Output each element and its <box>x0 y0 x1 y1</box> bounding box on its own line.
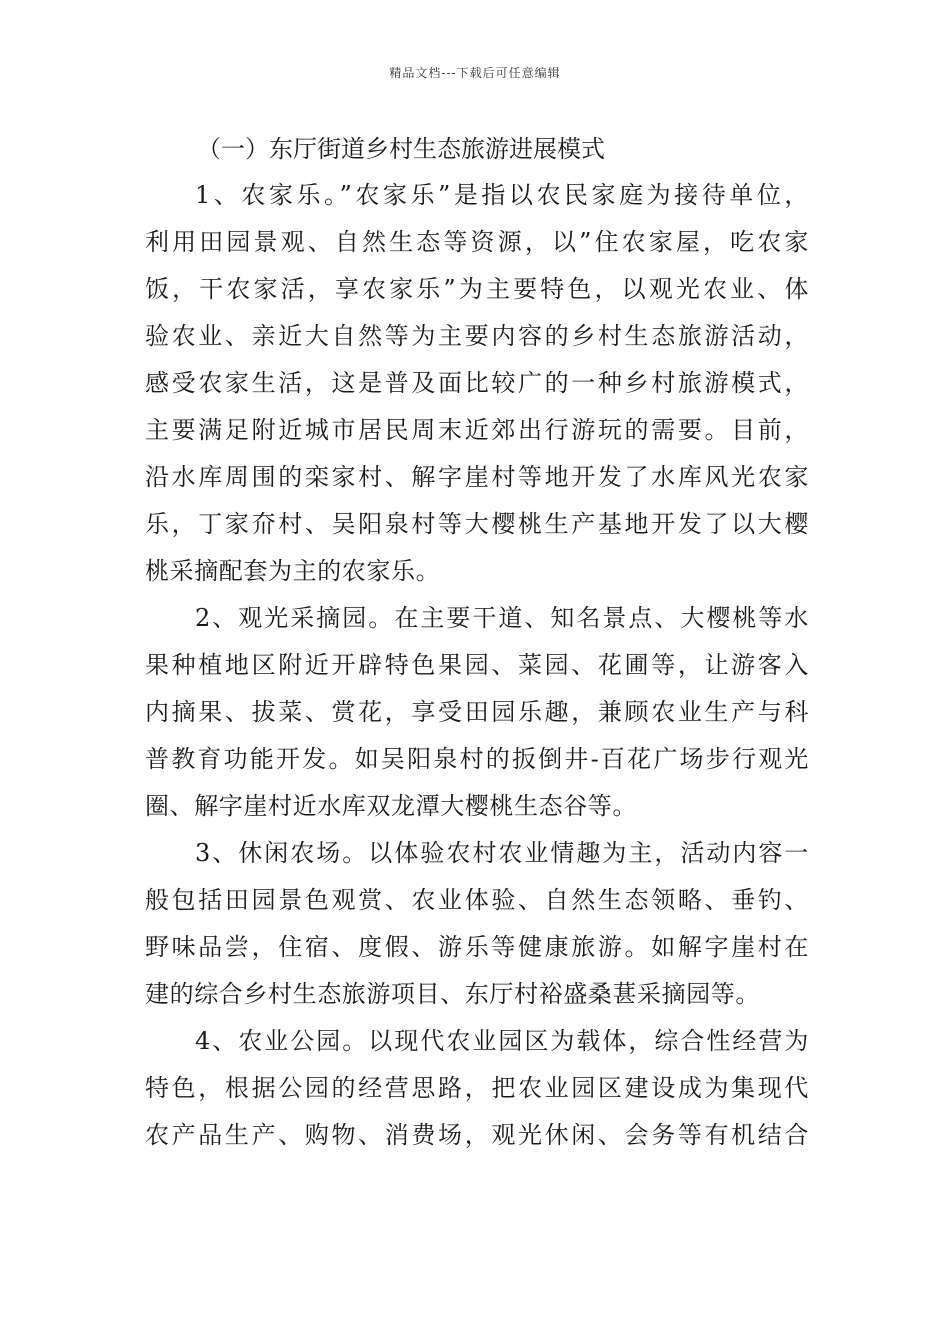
paragraph-line: 3、休闲农场。以体验农村农业情趣为主，活动内容一 <box>195 839 809 867</box>
paragraph-line: 乐，丁家夼村、吴阳泉村等大樱桃生产基地开发了以大樱 <box>145 510 809 538</box>
document-body <box>145 126 809 1159</box>
paragraph-line: 2、观光采摘园。在主要干道、知名景点、大樱桃等水 <box>195 604 809 632</box>
paragraph-line: 圈、解字崖村近水库双龙潭大樱桃生态谷等。 <box>145 792 637 820</box>
paragraph-nongjiale <box>145 172 809 595</box>
paragraph-line: 普教育功能开发。如吴阳泉村的扳倒井-百花广场步行观光 <box>145 745 809 773</box>
paragraph-line: 1、农家乐。”农家乐”是指以农民家庭为接待单位， <box>195 181 809 209</box>
paragraph-line: 建的综合乡村生态旅游项目、东厅村裕盛桑葚采摘园等。 <box>145 980 760 1008</box>
section-heading: （一）东厅街道乡村生态旅游进展模式 <box>197 135 605 163</box>
paragraph-xiuxian-nongchang <box>145 830 809 1018</box>
paragraph-line: 般包括田园景色观赏、农业体验、自然生态领略、垂钓、 <box>145 886 809 914</box>
paragraph-line: 野味品尝，住宿、度假、游乐等健康旅游。如解字崖村在 <box>145 933 809 961</box>
paragraph-line: 桃采摘配套为主的农家乐。 <box>145 557 441 585</box>
paragraph-line: 沿水库周围的栾家村、解字崖村等地开发了水库风光农家 <box>145 463 809 491</box>
paragraph-line: 饭，干农家活，享农家乐”为主要特色，以观光农业、体 <box>145 275 809 303</box>
paragraph-line: 感受农家生活，这是普及面比较广的一种乡村旅游模式， <box>145 369 809 397</box>
paragraph-guanguang-caizhaiyuan <box>145 595 809 830</box>
page-header: 精品文档---下载后可任意编辑 <box>389 66 561 80</box>
paragraph-line: 特色，根据公园的经营思路，把农业园区建设成为集现代 <box>145 1074 809 1102</box>
paragraph-line: 果种植地区附近开辟特色果园、菜园、花圃等，让游客入 <box>145 651 809 679</box>
paragraph-line: 4、农业公园。以现代农业园区为载体，综合性经营为 <box>195 1027 809 1055</box>
paragraph-line: 农产品生产、购物、消费场，观光休闲、会务等有机结合 <box>145 1121 809 1149</box>
paragraph-line: 内摘果、拔菜、赏花，享受田园乐趣，兼顾农业生产与科 <box>145 698 809 726</box>
paragraph-nongye-gongyuan <box>145 1018 809 1159</box>
paragraph-line: 主要满足附近城市居民周末近郊出行游玩的需要。目前， <box>145 416 809 444</box>
paragraph-line: 验农业、亲近大自然等为主要内容的乡村生态旅游活动， <box>145 322 809 350</box>
paragraph-line: 利用田园景观、自然生态等资源，以”住农家屋，吃农家 <box>145 228 809 256</box>
